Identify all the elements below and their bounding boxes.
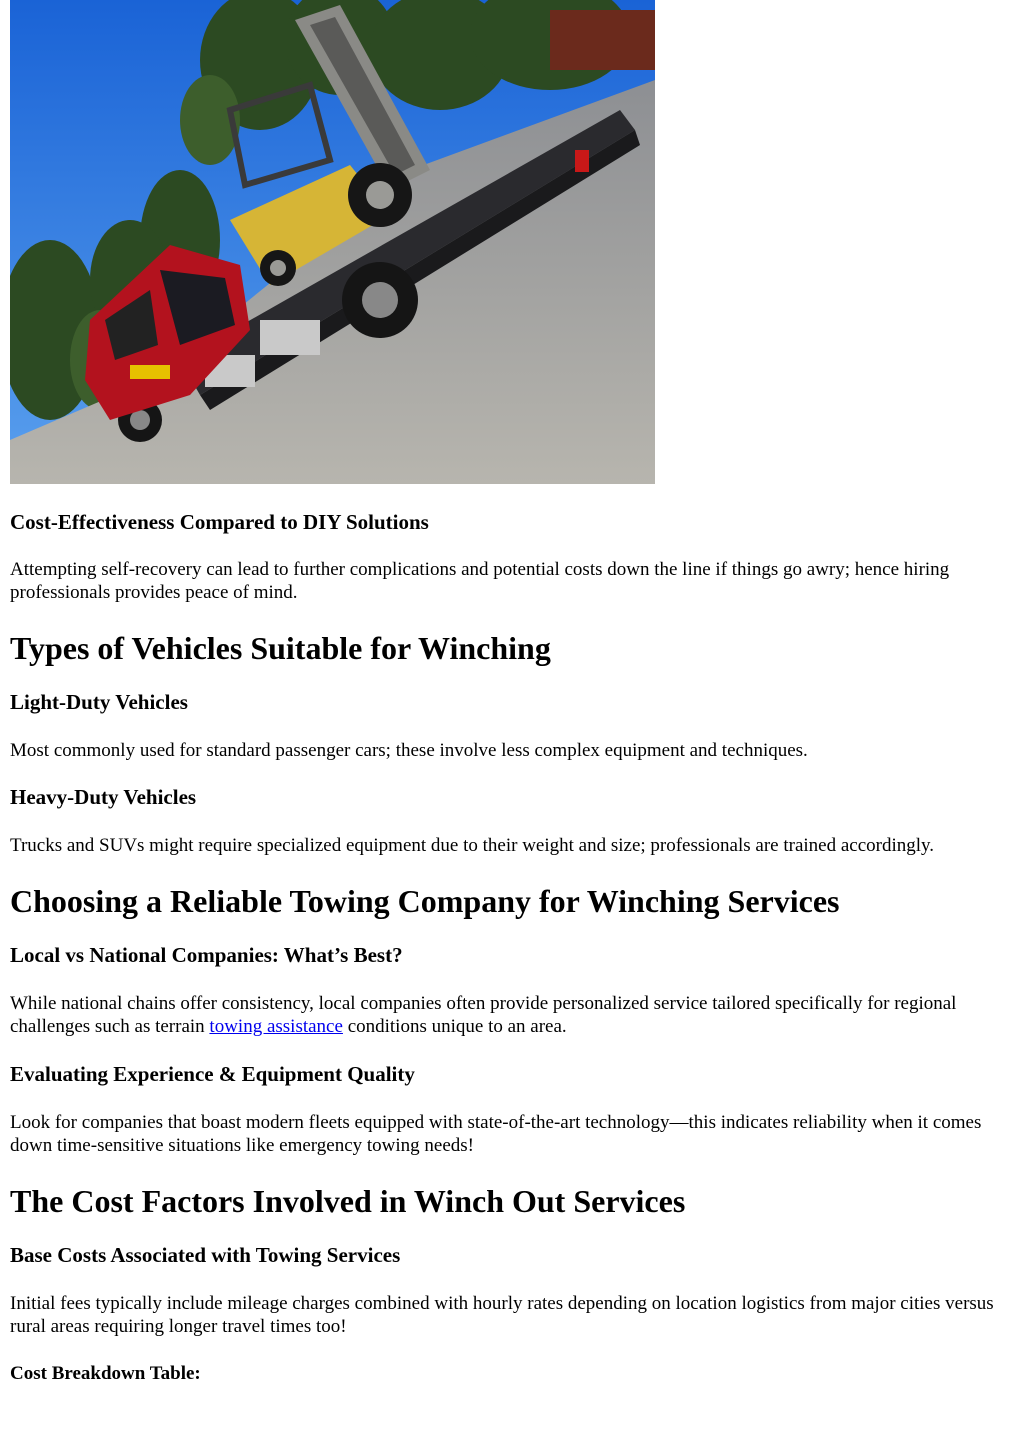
vehicle-types-heading: Types of Vehicles Suitable for Winching xyxy=(10,630,551,666)
base-costs-heading: Base Costs Associated with Towing Services xyxy=(10,1243,401,1267)
local-vs-national-text-start: While national chains offer consistency, local companies often provide personalized service tailored specifically for regional challenges such as terrain xyxy=(10,993,957,1037)
local-vs-national-text-end: conditions unique to an area. xyxy=(342,1016,567,1037)
choosing-company-heading: Choosing a Reliable Towing Company for Winching Services xyxy=(10,883,840,919)
cost-factors-heading: The Cost Factors Involved in Winch Out Services xyxy=(10,1183,686,1219)
article-content xyxy=(10,0,1014,1385)
cost-effectiveness-text: Attempting self-recovery can lead to further complications and potential costs down the line if things go awry; hence hiring professionals provides peace of mind. xyxy=(10,559,950,603)
experience-heading: Evaluating Experience & Equipment Quality xyxy=(10,1062,415,1086)
cost-effectiveness-heading: Cost-Effectiveness Compared to DIY Solutions xyxy=(10,510,429,534)
local-vs-national-heading: Local vs National Companies: What’s Best? xyxy=(10,943,403,967)
light-duty-heading: Light-Duty Vehicles xyxy=(10,690,188,714)
experience-text: Look for companies that boast modern fleets equipped with state-of-the-art technology—this indicates reliability when it comes down time-sensitive situations like emergency towing needs! xyxy=(10,1112,982,1156)
tow-truck-photo xyxy=(10,0,655,484)
light-duty-text: Most commonly used for standard passenger cars; these involve less complex equipment and techniques. xyxy=(10,740,808,761)
local-vs-national-text xyxy=(10,992,1014,1038)
base-costs-text: Initial fees typically include mileage charges combined with hourly rates depending on location logistics from major cities versus rural areas requiring longer travel times too! xyxy=(10,1293,994,1337)
towing-assistance-link[interactable]: towing assistance xyxy=(209,1016,343,1037)
heavy-duty-heading: Heavy-Duty Vehicles xyxy=(10,785,197,809)
cost-breakdown-table-heading: Cost Breakdown Table: xyxy=(10,1363,201,1384)
heavy-duty-text: Trucks and SUVs might require specialized equipment due to their weight and size; professionals are trained accordingly. xyxy=(10,835,935,856)
